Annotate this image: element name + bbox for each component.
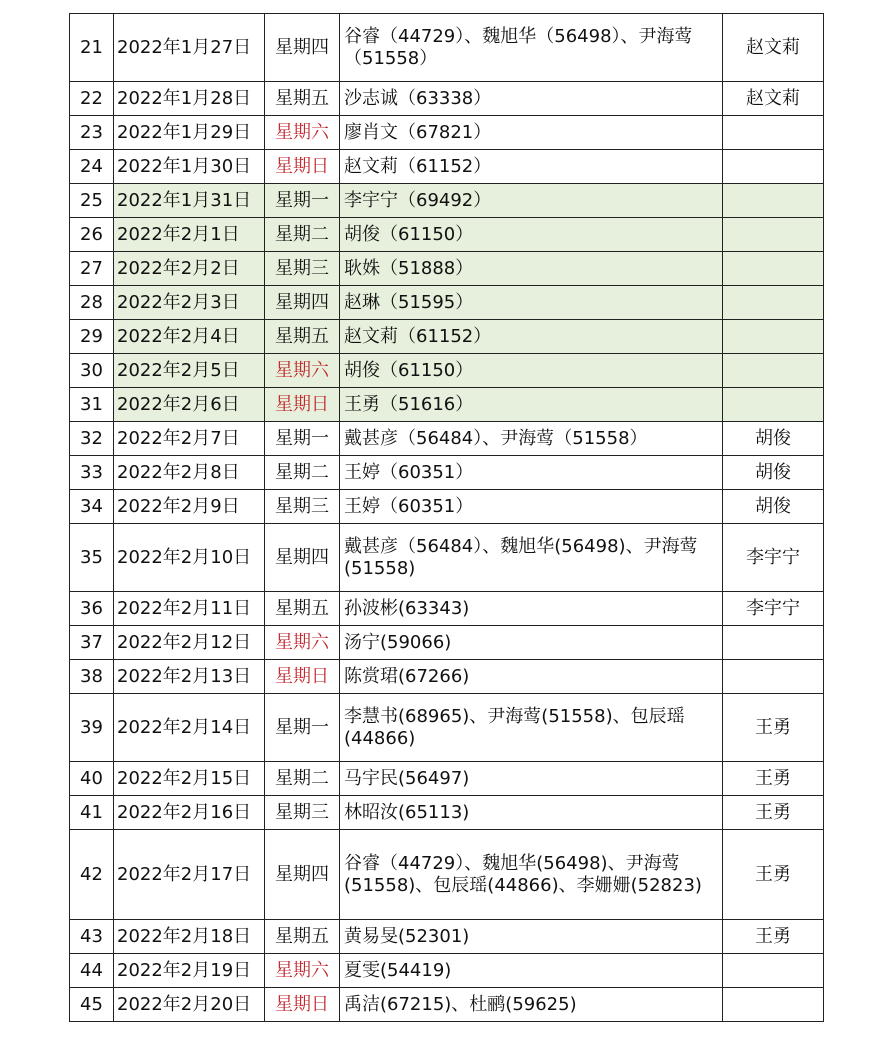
date-cell: 2022年2月18日 <box>114 920 265 954</box>
duty-staff-cell: 李宇宁（69492） <box>340 184 723 218</box>
date-cell: 2022年2月7日 <box>114 422 265 456</box>
table-row <box>70 694 824 762</box>
date-cell: 2022年2月16日 <box>114 796 265 830</box>
table-row <box>70 988 824 1022</box>
leader-cell: 王勇 <box>723 920 824 954</box>
date-cell: 2022年2月9日 <box>114 490 265 524</box>
row-number-cell: 36 <box>70 592 114 626</box>
table-row <box>70 388 824 422</box>
weekday-cell: 星期五 <box>265 592 340 626</box>
weekday-cell: 星期六 <box>265 626 340 660</box>
weekday-cell: 星期日 <box>265 660 340 694</box>
table-row <box>70 796 824 830</box>
duty-staff-cell: 王婷（60351） <box>340 456 723 490</box>
table-row <box>70 762 824 796</box>
row-number-cell: 40 <box>70 762 114 796</box>
duty-staff-cell: 谷睿（44729）、魏旭华（56498）、尹海莺（51558） <box>340 14 723 82</box>
row-number-cell: 41 <box>70 796 114 830</box>
leader-cell <box>723 354 824 388</box>
duty-staff-cell: 赵琳（51595） <box>340 286 723 320</box>
row-number-cell: 27 <box>70 252 114 286</box>
weekday-cell: 星期三 <box>265 796 340 830</box>
row-number-cell: 37 <box>70 626 114 660</box>
row-number-cell: 44 <box>70 954 114 988</box>
date-cell: 2022年1月29日 <box>114 116 265 150</box>
duty-staff-cell: 谷睿（44729）、魏旭华(56498)、尹海莺(51558)、包辰瑶(44866)、李姗姗(52823) <box>340 830 723 920</box>
weekday-cell: 星期四 <box>265 524 340 592</box>
leader-cell: 王勇 <box>723 796 824 830</box>
row-number-cell: 26 <box>70 218 114 252</box>
weekday-cell: 星期六 <box>265 116 340 150</box>
table-row <box>70 456 824 490</box>
leader-cell: 王勇 <box>723 694 824 762</box>
leader-cell: 李宇宁 <box>723 524 824 592</box>
duty-staff-cell: 王勇（51616） <box>340 388 723 422</box>
duty-staff-cell: 戴甚彦（56484）、魏旭华(56498)、尹海莺(51558) <box>340 524 723 592</box>
date-cell: 2022年2月6日 <box>114 388 265 422</box>
duty-staff-cell: 耿姝（51888） <box>340 252 723 286</box>
duty-staff-cell: 沙志诚（63338） <box>340 82 723 116</box>
duty-staff-cell: 赵文莉（61152） <box>340 150 723 184</box>
table-row <box>70 320 824 354</box>
duty-staff-cell: 黄易旻(52301) <box>340 920 723 954</box>
row-number-cell: 38 <box>70 660 114 694</box>
table-row <box>70 14 824 82</box>
table-row <box>70 830 824 920</box>
weekday-cell: 星期四 <box>265 830 340 920</box>
table-row <box>70 592 824 626</box>
date-cell: 2022年2月12日 <box>114 626 265 660</box>
row-number-cell: 30 <box>70 354 114 388</box>
date-cell: 2022年2月14日 <box>114 694 265 762</box>
date-cell: 2022年1月31日 <box>114 184 265 218</box>
table-row <box>70 150 824 184</box>
table-row <box>70 286 824 320</box>
row-number-cell: 21 <box>70 14 114 82</box>
roster-body <box>70 14 824 1022</box>
weekday-cell: 星期二 <box>265 762 340 796</box>
weekday-cell: 星期五 <box>265 320 340 354</box>
table-row <box>70 354 824 388</box>
duty-staff-cell: 胡俊（61150） <box>340 218 723 252</box>
duty-staff-cell: 夏雯(54419) <box>340 954 723 988</box>
duty-staff-cell: 胡俊（61150） <box>340 354 723 388</box>
duty-staff-cell: 孙波彬(63343) <box>340 592 723 626</box>
weekday-cell: 星期六 <box>265 354 340 388</box>
leader-cell <box>723 954 824 988</box>
leader-cell <box>723 286 824 320</box>
date-cell: 2022年2月10日 <box>114 524 265 592</box>
table-row <box>70 524 824 592</box>
leader-cell <box>723 988 824 1022</box>
table-row <box>70 184 824 218</box>
row-number-cell: 43 <box>70 920 114 954</box>
row-number-cell: 31 <box>70 388 114 422</box>
date-cell: 2022年2月20日 <box>114 988 265 1022</box>
date-cell: 2022年2月13日 <box>114 660 265 694</box>
table-row <box>70 82 824 116</box>
table-row <box>70 422 824 456</box>
leader-cell: 赵文莉 <box>723 82 824 116</box>
table-row <box>70 116 824 150</box>
leader-cell: 胡俊 <box>723 490 824 524</box>
leader-cell <box>723 116 824 150</box>
duty-roster-table <box>69 13 824 1022</box>
row-number-cell: 33 <box>70 456 114 490</box>
leader-cell <box>723 388 824 422</box>
leader-cell <box>723 218 824 252</box>
row-number-cell: 22 <box>70 82 114 116</box>
date-cell: 2022年2月11日 <box>114 592 265 626</box>
table-row <box>70 252 824 286</box>
leader-cell: 胡俊 <box>723 422 824 456</box>
weekday-cell: 星期三 <box>265 490 340 524</box>
weekday-cell: 星期四 <box>265 286 340 320</box>
weekday-cell: 星期日 <box>265 388 340 422</box>
duty-staff-cell: 林昭汝(65113) <box>340 796 723 830</box>
leader-cell <box>723 252 824 286</box>
table-row <box>70 490 824 524</box>
date-cell: 2022年2月3日 <box>114 286 265 320</box>
row-number-cell: 24 <box>70 150 114 184</box>
leader-cell <box>723 184 824 218</box>
date-cell: 2022年2月17日 <box>114 830 265 920</box>
table-row <box>70 920 824 954</box>
weekday-cell: 星期一 <box>265 694 340 762</box>
leader-cell <box>723 320 824 354</box>
leader-cell: 王勇 <box>723 830 824 920</box>
date-cell: 2022年2月15日 <box>114 762 265 796</box>
date-cell: 2022年2月8日 <box>114 456 265 490</box>
duty-staff-cell: 廖肖文（67821） <box>340 116 723 150</box>
leader-cell: 赵文莉 <box>723 14 824 82</box>
row-number-cell: 25 <box>70 184 114 218</box>
leader-cell: 王勇 <box>723 762 824 796</box>
duty-staff-cell: 戴甚彦（56484）、尹海莺（51558） <box>340 422 723 456</box>
weekday-cell: 星期三 <box>265 252 340 286</box>
table-row <box>70 660 824 694</box>
date-cell: 2022年2月1日 <box>114 218 265 252</box>
date-cell: 2022年2月5日 <box>114 354 265 388</box>
leader-cell <box>723 150 824 184</box>
duty-staff-cell: 汤宁(59066) <box>340 626 723 660</box>
duty-staff-cell: 马宇民(56497) <box>340 762 723 796</box>
date-cell: 2022年1月27日 <box>114 14 265 82</box>
date-cell: 2022年2月2日 <box>114 252 265 286</box>
duty-staff-cell: 禹洁(67215)、杜鹂(59625) <box>340 988 723 1022</box>
weekday-cell: 星期一 <box>265 422 340 456</box>
weekday-cell: 星期二 <box>265 218 340 252</box>
weekday-cell: 星期日 <box>265 150 340 184</box>
row-number-cell: 23 <box>70 116 114 150</box>
row-number-cell: 35 <box>70 524 114 592</box>
table-row <box>70 626 824 660</box>
weekday-cell: 星期五 <box>265 920 340 954</box>
row-number-cell: 28 <box>70 286 114 320</box>
weekday-cell: 星期一 <box>265 184 340 218</box>
weekday-cell: 星期六 <box>265 954 340 988</box>
row-number-cell: 34 <box>70 490 114 524</box>
leader-cell <box>723 660 824 694</box>
weekday-cell: 星期四 <box>265 14 340 82</box>
duty-staff-cell: 陈赏珺(67266) <box>340 660 723 694</box>
date-cell: 2022年2月19日 <box>114 954 265 988</box>
date-cell: 2022年2月4日 <box>114 320 265 354</box>
leader-cell <box>723 626 824 660</box>
date-cell: 2022年1月30日 <box>114 150 265 184</box>
row-number-cell: 45 <box>70 988 114 1022</box>
table-row <box>70 954 824 988</box>
leader-cell: 胡俊 <box>723 456 824 490</box>
row-number-cell: 29 <box>70 320 114 354</box>
row-number-cell: 32 <box>70 422 114 456</box>
duty-staff-cell: 李慧书(68965)、尹海莺(51558)、包辰瑶(44866) <box>340 694 723 762</box>
date-cell: 2022年1月28日 <box>114 82 265 116</box>
row-number-cell: 42 <box>70 830 114 920</box>
weekday-cell: 星期二 <box>265 456 340 490</box>
weekday-cell: 星期日 <box>265 988 340 1022</box>
duty-staff-cell: 赵文莉（61152） <box>340 320 723 354</box>
table-row <box>70 218 824 252</box>
weekday-cell: 星期五 <box>265 82 340 116</box>
duty-staff-cell: 王婷（60351） <box>340 490 723 524</box>
leader-cell: 李宇宁 <box>723 592 824 626</box>
row-number-cell: 39 <box>70 694 114 762</box>
